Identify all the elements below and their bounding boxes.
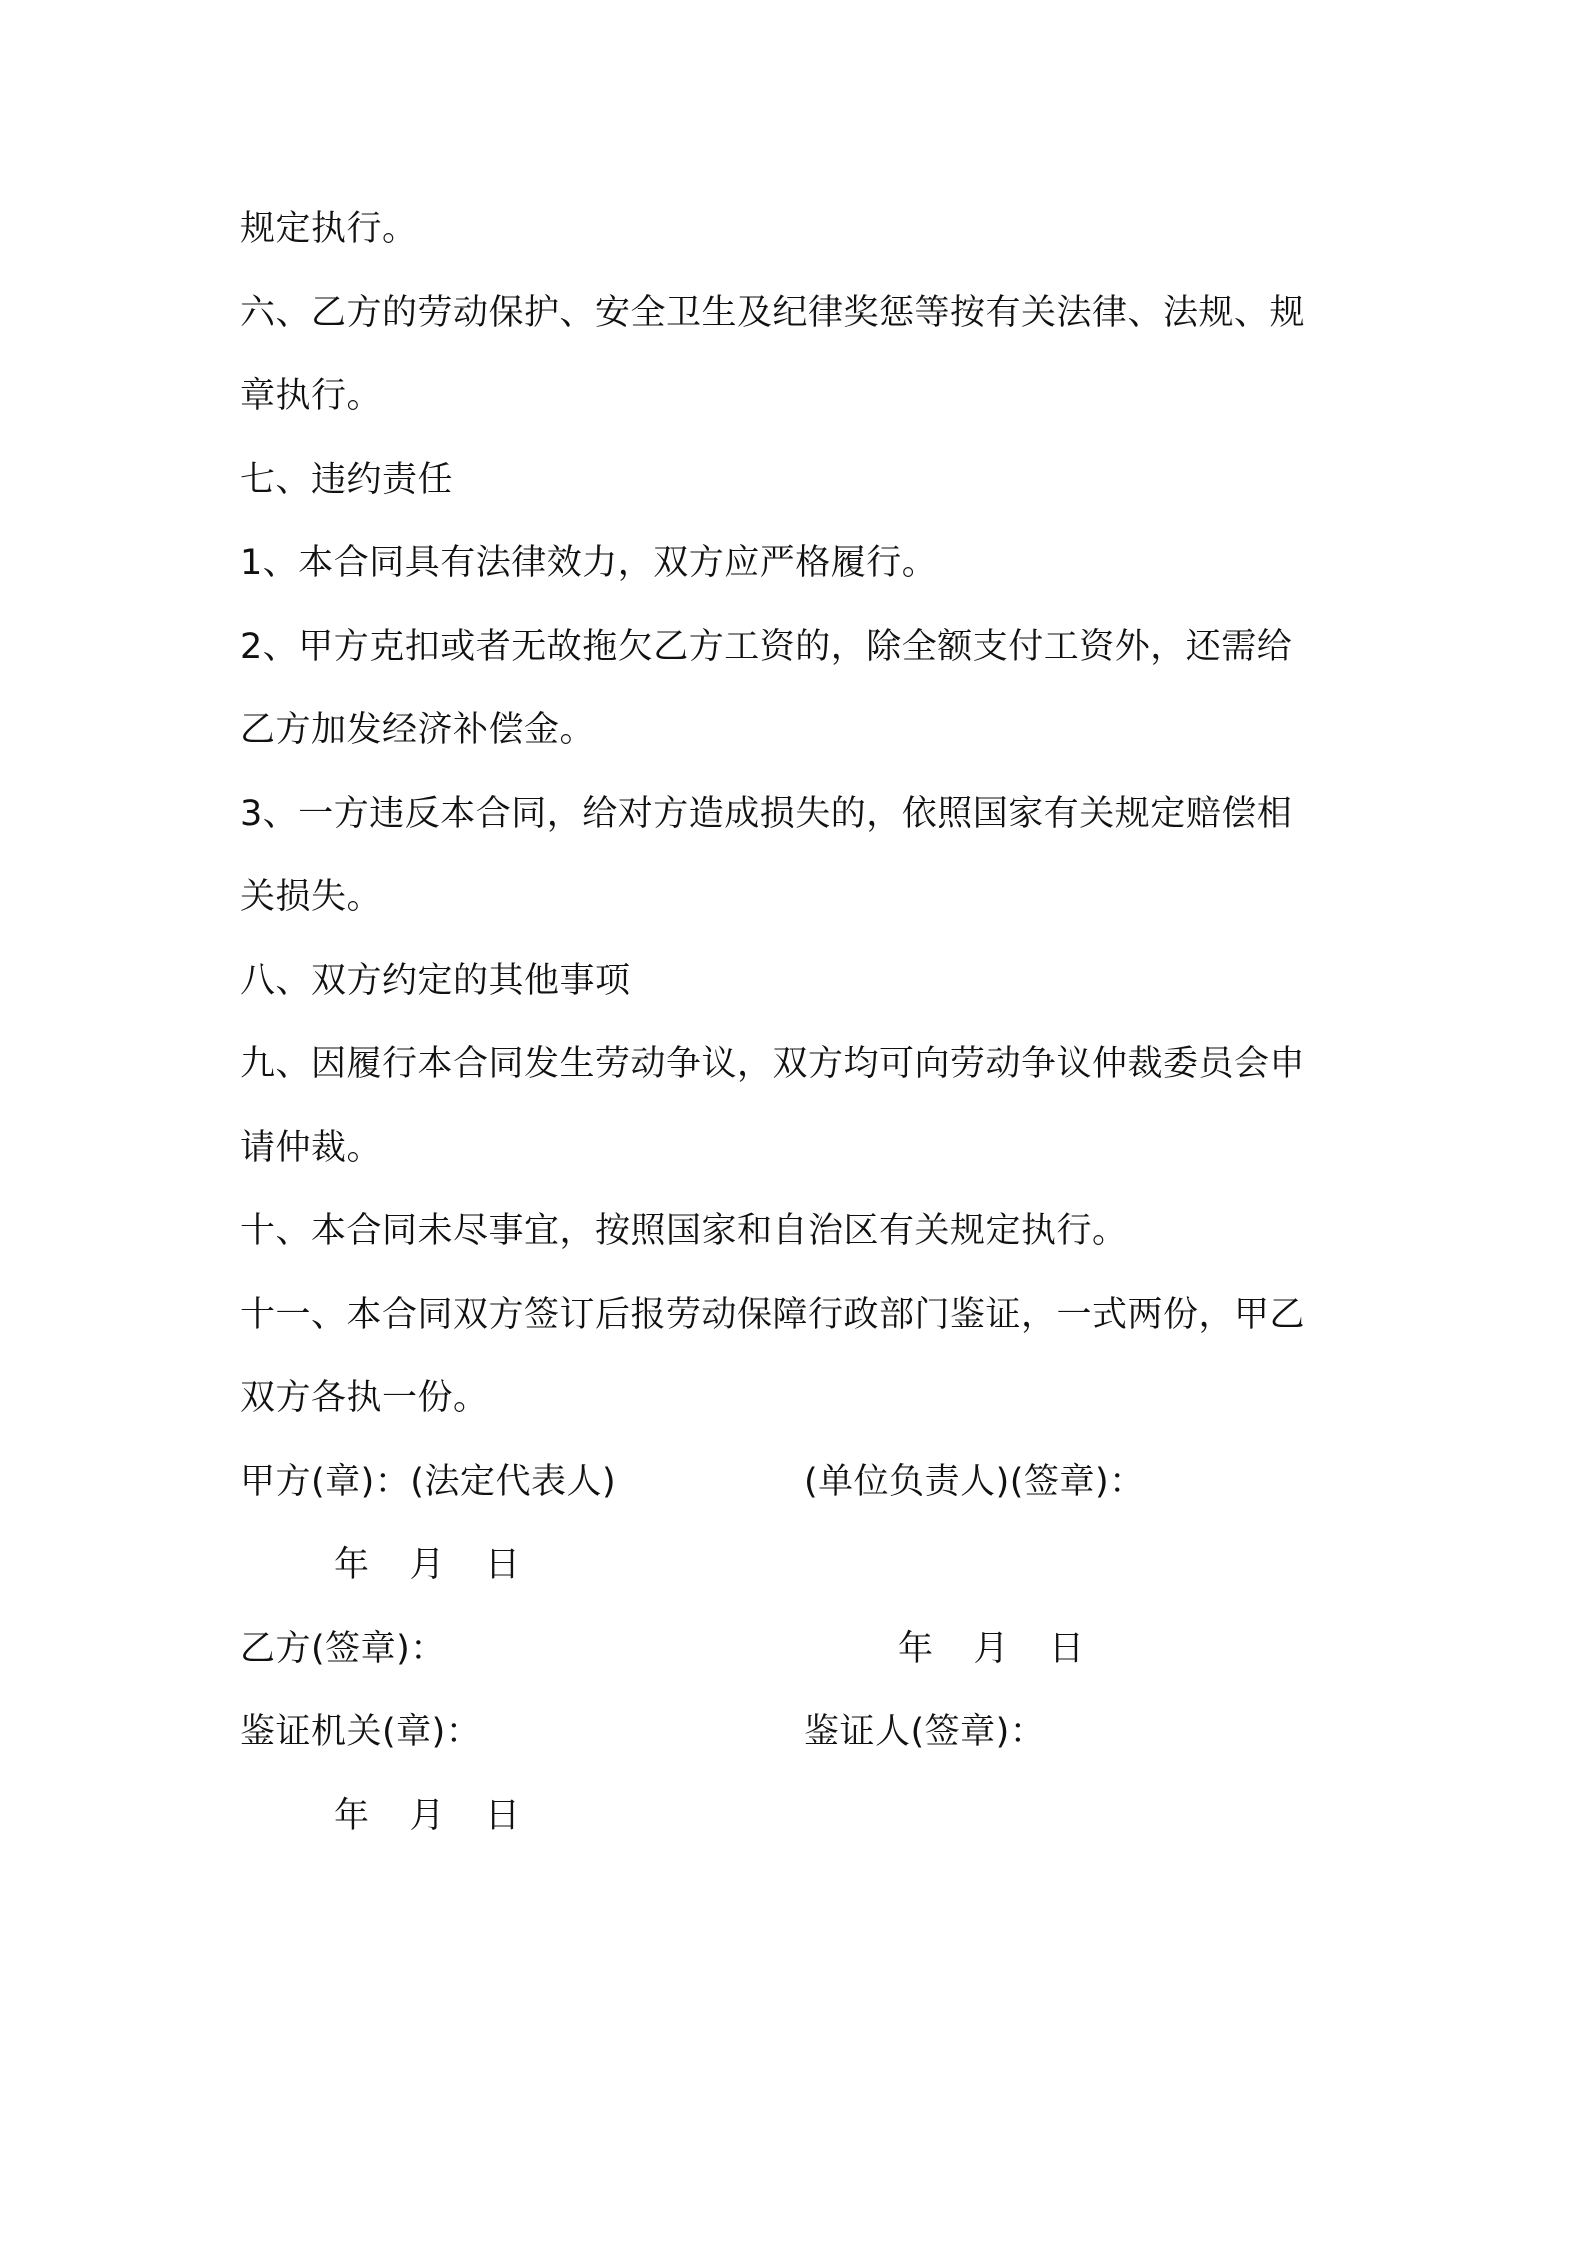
paragraph-line-13: 十、本合同未尽事宜，按照国家和自治区有关规定执行。 — [240, 1211, 1128, 1251]
paragraph-line-14: 十一、本合同双方签订后报劳动保障行政部门鉴证，一式两份，甲乙 — [240, 1295, 1306, 1335]
date-day: 日 — [485, 1545, 521, 1585]
unit-head-signature-label: (单位负责人)(签章)： — [804, 1462, 1145, 1502]
party-b-signature-label: 乙方(签章)： — [240, 1629, 446, 1669]
date-year: 年 — [334, 1545, 370, 1585]
paragraph-line-1: 规定执行。 — [240, 209, 418, 249]
paragraph-line-2: 六、乙方的劳动保护、安全卫生及纪律奖惩等按有关法律、法规、规 — [240, 293, 1306, 333]
paragraph-line-11: 九、因履行本合同发生劳动争议，双方均可向劳动争议仲裁委员会申 — [240, 1044, 1306, 1084]
paragraph-line-15: 双方各执一份。 — [240, 1378, 489, 1418]
date-month: 月 — [409, 1545, 446, 1585]
authority-signature-label: 鉴证机关(章)： — [240, 1712, 482, 1752]
paragraph-line-12: 请仲裁。 — [240, 1128, 383, 1168]
section-heading-other: 八、双方约定的其他事项 — [240, 961, 631, 1001]
paragraph-line-3: 章执行。 — [240, 376, 383, 416]
paragraph-line-7: 乙方加发经济补偿金。 — [240, 710, 596, 750]
section-heading-breach: 七、违约责任 — [240, 460, 454, 500]
date-year: 年 — [898, 1629, 934, 1669]
party-a-signature-label: 甲方(章)：(法定代表人) — [240, 1462, 617, 1502]
date-day: 日 — [1049, 1629, 1085, 1669]
date-month: 月 — [973, 1629, 1010, 1669]
paragraph-line-9: 关损失。 — [240, 877, 383, 917]
paragraph-line-6: 2、甲方克扣或者无故拖欠乙方工资的，除全额支付工资外，还需给 — [240, 627, 1293, 667]
paragraph-line-8: 3、一方违反本合同，给对方造成损失的，依照国家有关规定赔偿相 — [240, 794, 1293, 834]
date-year: 年 — [334, 1796, 370, 1836]
date-month: 月 — [409, 1796, 446, 1836]
witness-signature-label: 鉴证人(签章)： — [804, 1712, 1046, 1752]
date-day: 日 — [485, 1796, 521, 1836]
party-b-date — [898, 1626, 1085, 1672]
party-a-date — [334, 1542, 521, 1588]
authority-date — [334, 1793, 521, 1839]
paragraph-line-5: 1、本合同具有法律效力，双方应严格履行。 — [240, 543, 938, 583]
